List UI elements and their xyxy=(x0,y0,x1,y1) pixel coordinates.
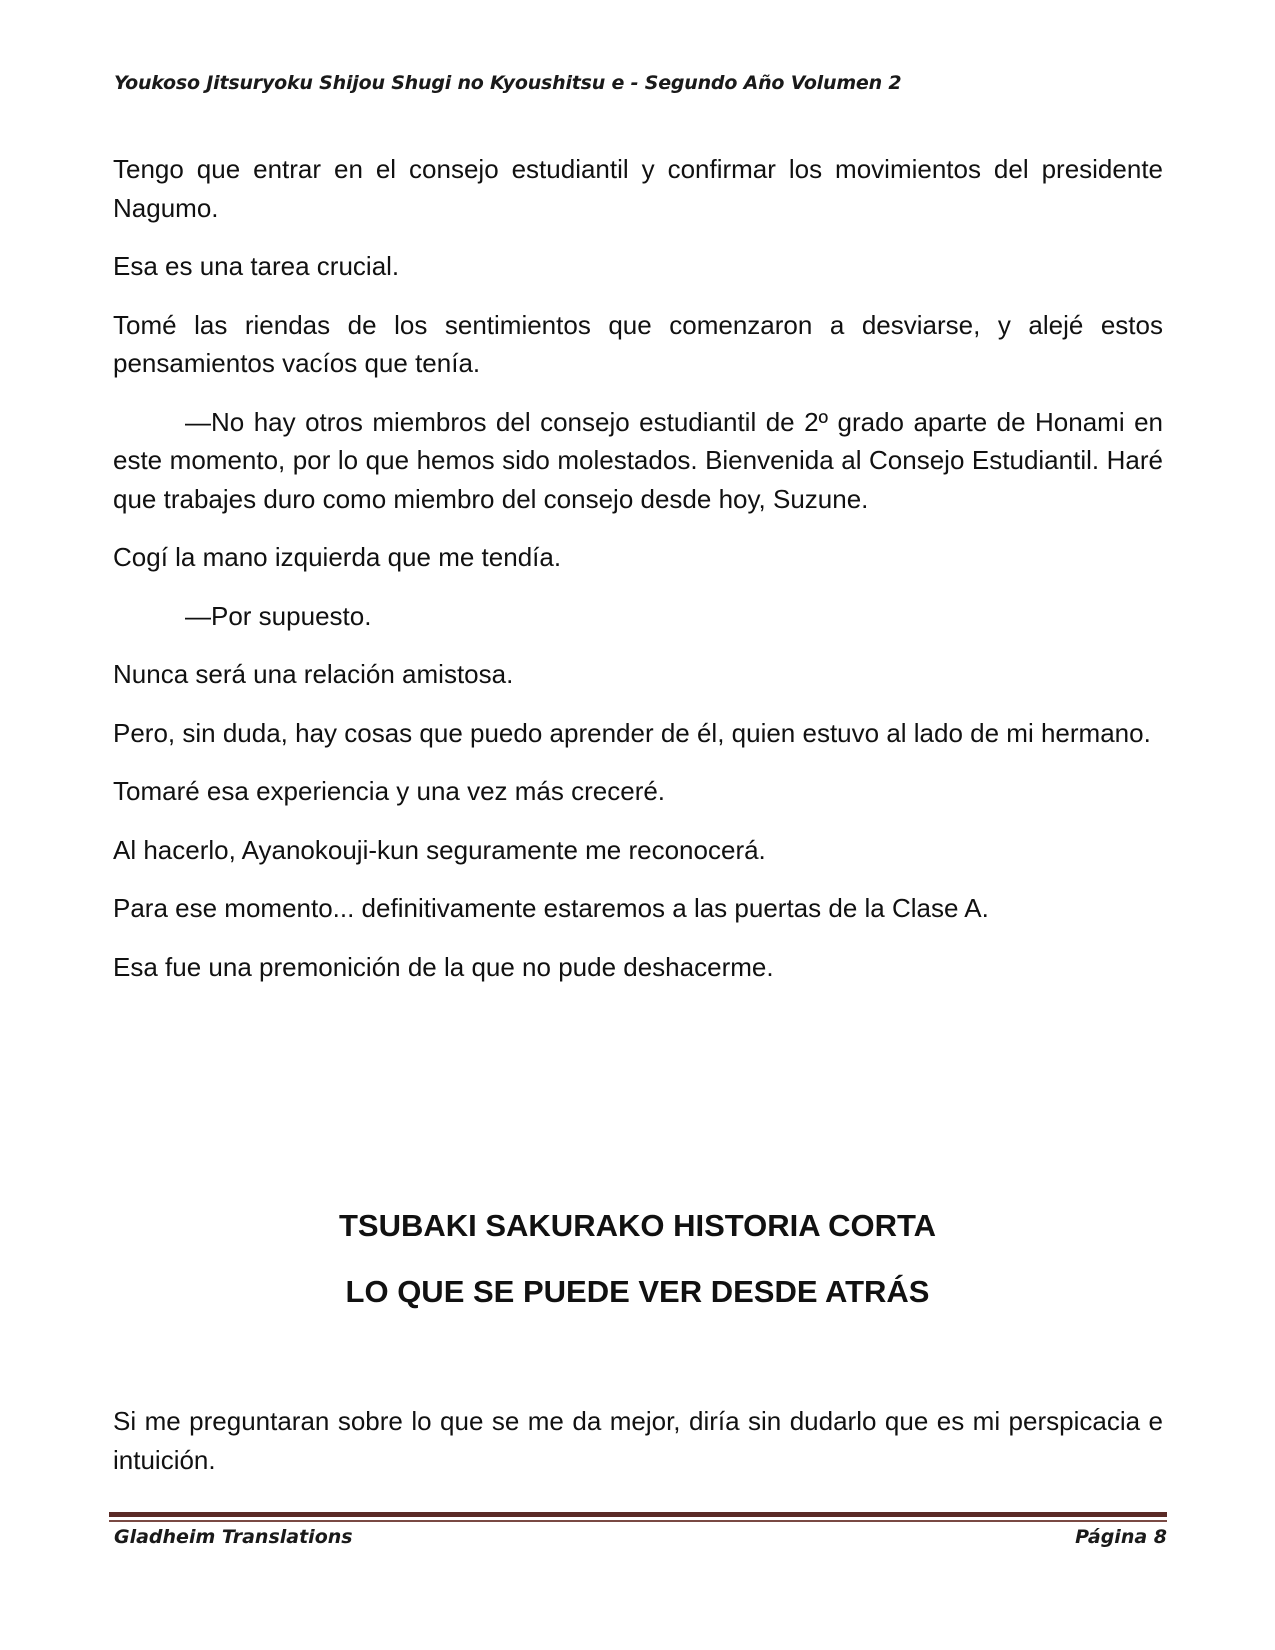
dialogue-paragraph: —Por supuesto. xyxy=(185,600,372,631)
dialogue-paragraph: —No hay otros miembros del consejo estudiantil de 2º grado aparte de Honami en este momento, por lo que hemos sido molestados. Bienvenida al Consejo Estudiantil. Haré que trabajes duro como miembro del consejo desde hoy, Suzune. xyxy=(113,406,1163,514)
paragraph: Nunca será una relación amistosa. xyxy=(113,659,514,689)
paragraph: Pero, sin duda, hay cosas que puedo aprender de él, quien estuvo al lado de mi hermano. xyxy=(113,717,1151,748)
paragraph: Tomé las riendas de los sentimientos que comenzaron a desviarse, y alejé estos pensamientos vacíos que tenía. xyxy=(113,309,1163,378)
footer-rule-thick xyxy=(109,1512,1167,1517)
section-title-line-2: LO QUE SE PUEDE VER DESDE ATRÁS xyxy=(345,1274,930,1309)
footer-rule-thin xyxy=(109,1520,1167,1522)
footer-publisher: Gladheim Translations xyxy=(114,1526,353,1548)
section-title-line-1: TSUBAKI SAKURAKO HISTORIA CORTA xyxy=(338,1208,937,1243)
paragraph: Esa es una tarea crucial. xyxy=(113,251,400,281)
paragraph: Tomaré esa experiencia y una vez más creceré. xyxy=(113,776,666,806)
section-first-paragraph: Si me preguntaran sobre lo que se me da mejor, diría sin dudarlo que es mi perspicacia e intuición. xyxy=(113,1406,1163,1475)
paragraph: Cogí la mano izquierda que me tendía. xyxy=(113,542,562,572)
body-text xyxy=(113,150,1163,1006)
paragraph: Tengo que entrar en el consejo estudiantil y confirmar los movimientos del presidente Nagumo. xyxy=(113,154,1163,223)
paragraph: Para ese momento... definitivamente estaremos a las puertas de la Clase A. xyxy=(113,893,989,923)
running-header-title: Youkoso Jitsuryoku Shijou Shugi no Kyoushitsu e - Segundo Año Volumen 2 xyxy=(114,72,902,94)
footer-page-number: Página 8 xyxy=(1075,1526,1167,1548)
paragraph: Esa fue una premonición de la que no pude deshacerme. xyxy=(113,951,774,982)
paragraph: Al hacerlo, Ayanokouji-kun seguramente me reconocerá. xyxy=(113,834,766,865)
